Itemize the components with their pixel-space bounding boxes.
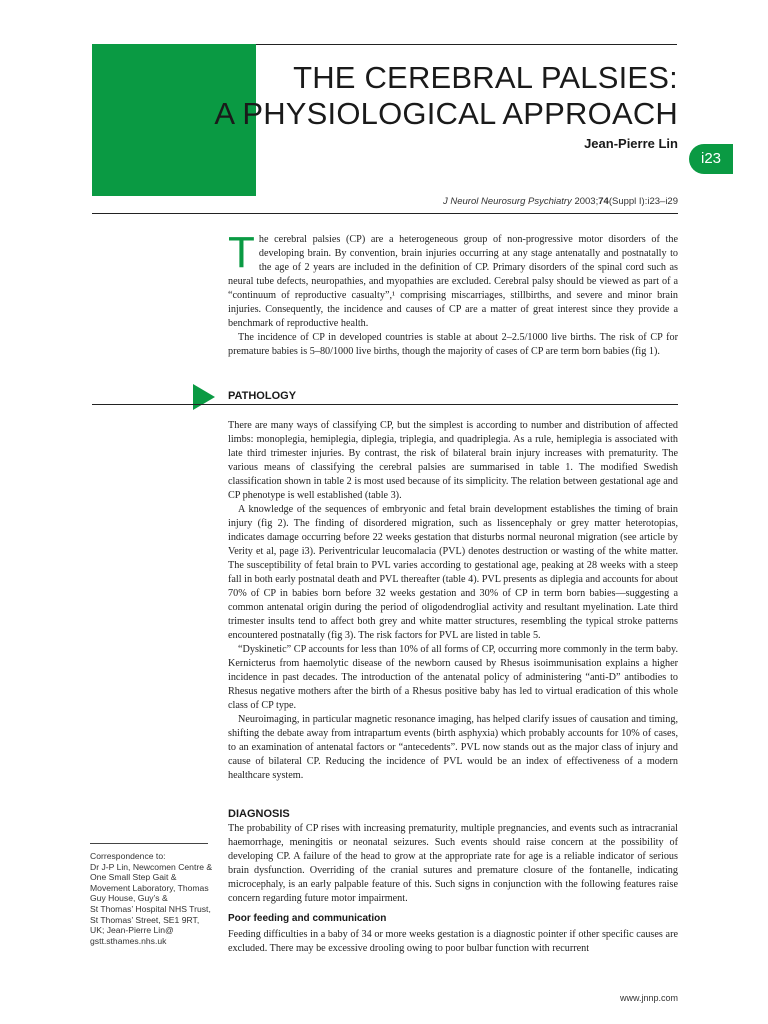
feeding-section: [228, 928, 678, 956]
correspondence-line: gstt.sthames.nhs.uk: [90, 935, 167, 946]
journal-name: J Neurol Neurosurg Psychiatry: [442, 196, 572, 207]
section-rule: [92, 404, 678, 405]
journal-year: 2003;: [574, 196, 599, 207]
title-line-1: THE CEREBRAL PALSIES:: [293, 60, 678, 95]
journal-reference: [443, 196, 678, 207]
heading-pathology: PATHOLOGY: [228, 390, 297, 402]
correspondence-line: St Thomas’ Street, SE1 9RT,: [90, 914, 200, 925]
intro-paragraph-2: The incidence of CP in developed countries is stable at about 2–2.5/1000 live births. The risk of CP for premature babies is 5–80/1000 live births, though the majority of cases of CP are term born babies (fig 1).: [228, 332, 678, 357]
intro-section: [228, 228, 678, 359]
heading-diagnosis: DIAGNOSIS: [228, 808, 290, 820]
author-name: Jean-Pierre Lin: [584, 136, 678, 151]
diagnosis-section: [228, 822, 678, 906]
journal-pages: (Suppl I):i23–i29: [608, 196, 678, 207]
article-title: [214, 60, 678, 132]
reference-rule: [92, 213, 678, 214]
correspondence-line: Correspondence to:: [90, 851, 166, 861]
top-rule: [256, 44, 677, 45]
footer-url[interactable]: www.jnnp.com: [619, 993, 678, 1003]
correspondence-line: UK; Jean-Pierre Lin@: [90, 925, 174, 936]
subheading-poor-feeding: Poor feeding and communication: [228, 913, 387, 924]
diagnosis-paragraph-1: The probability of CP rises with increasing prematurity, multiple pregnancies, and events such as intracranial haemorrhage, meningitis or neonatal seizures. Such events should raise concern at the possibility of developing CP. A failure of the head to grow at the appropriate rate for age is a reliable indicator of serious brain dysfunction. Overriding of the cranial sutures and premature closure of the fontanelle, indicating microcephaly, is an early palpable feature of this. Such signs in conjunction with the following features raise concern regarding future motor impairment.: [228, 823, 678, 904]
page-number-badge: i23: [689, 144, 733, 174]
pathology-paragraph-1: There are many ways of classifying CP, but the simplest is according to number and distribution of affected limbs: monoplegia, hemiplegia, diplegia, triplegia, and quadriplegia. As a rule, hemiplegia is associated with late third trimester injuries. By contrast, the risk of bilateral brain injury increases with prematurity. The various means of classifying the cerebral palsies are summarised in table 1. The modified Swedish classification shown in table 2 is most used because of its simplicity. The relation between gestational age and CP phenotype is well established (table 3).: [228, 420, 678, 501]
drop-cap: T: [228, 228, 255, 277]
correspondence-line: One Small Step Gait &: [90, 872, 177, 883]
journal-volume: 74: [598, 196, 609, 207]
pathology-section: [228, 419, 678, 783]
pathology-paragraph-4: Neuroimaging, in particular magnetic resonance imaging, has helped clarify issues of causation and timing, shifting the debate away from intrapartum events (birth asphyxia) which probably accounts for 10% of cases, to an examination of antenatal factors or “antecedents”. PVL now stands out as the major class of injury and cause of bilateral CP. Reducing the incidence of PVL would be an index of effectiveness of a modern healthcare system.: [228, 714, 678, 781]
pathology-paragraph-2: A knowledge of the sequences of embryonic and fetal brain development establishes the timing of brain injury (fig 2). The finding of disordered migration, such as lissencephaly or grey matter heterotopias, indicates damage occurring before 22 weeks gestation that disturbs normal neuronal migration (see article by Verity et al, page i3). Periventricular leucomalacia (PVL) denotes destruction or wasting of the white matter. The susceptibility of fetal brain to PVL varies according to gestational age, peaking at 28 weeks with a steep fall in both early postnatal death and PVL thereafter (table 4). PVL presents as diplegia and accounts for about 70% of CP in babies born before 32 weeks gestation and 30% of CP in term born babies—suggesting a common antenatal origin during the period of oligodendroglial activity and resultant myelination. Late third trimester insults tend to affect both grey and white matter structures, resembling the typical stroke patterns encountered postnatally (fig 3). The risk factors for PVL are listed in table 5.: [228, 504, 678, 641]
correspondence-rule: [90, 843, 208, 844]
correspondence-block: [90, 851, 220, 946]
correspondence-line: St Thomas’ Hospital NHS Trust,: [90, 903, 211, 914]
feeding-paragraph: Feeding difficulties in a baby of 34 or more weeks gestation is a diagnostic pointer if other specific causes are excluded. There may be excessive drooling owing to poor bulbar function with recurrent: [228, 929, 678, 954]
section-arrow-icon: [193, 384, 215, 410]
pathology-paragraph-3: “Dyskinetic” CP accounts for less than 10% of all forms of CP, occurring more commonly in the term baby. Kernicterus from haemolytic disease of the newborn caused by Rhesus isoimmunisation explains a higher incidence in past decades. The introduction of the antenatal policy of administering “anti-D” antibodies to Rhesus negative mothers after the birth of a Rhesus positive baby has led to virtual eradication of this whole class of CP type.: [228, 644, 678, 711]
correspondence-line: Guy House, Guy’s &: [90, 893, 168, 904]
correspondence-line: Movement Laboratory, Thomas: [90, 882, 209, 893]
intro-paragraph-1: [228, 228, 678, 331]
intro-paragraph-1-text: he cerebral palsies (CP) are a heterogeneous group of non-progressive motor disorders of the developing brain. By convention, brain injuries occurring at any stage antenatally and postnatally to the age of 2 years are included in the definition of CP. Primary disorders of the spinal cord such as neural tube defects, neuropathies, and myopathies are excluded. Cerebral palsy should be viewed as part of a “continuum of reproductive casualty”,¹ comprising miscarriages, stillbirths, and severe and minor brain injuries. Consequently, the incidence and causes of CP are a matter of great interest since they provide a benchmark of reproductive health.: [228, 234, 678, 329]
title-line-2: A PHYSIOLOGICAL APPROACH: [214, 96, 678, 131]
correspondence-line: Dr J-P Lin, Newcomen Centre &: [90, 861, 213, 872]
